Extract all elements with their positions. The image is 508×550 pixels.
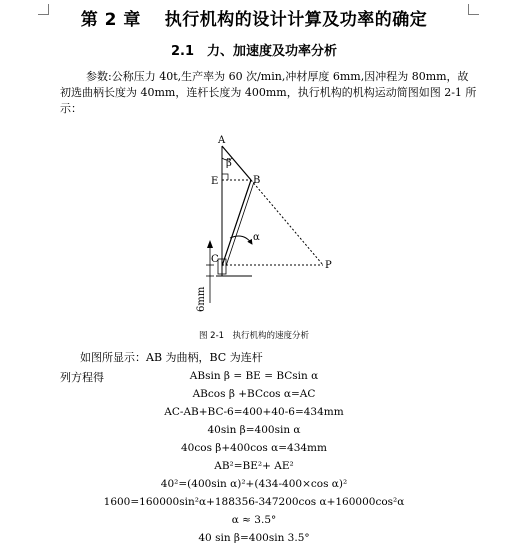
equation-line: α ≈ 3.5° bbox=[231, 514, 277, 526]
figure-caption: 图 2-1 执行机构的速度分析 bbox=[198, 331, 310, 341]
equation-line: ABcos β +BCcos α=AC bbox=[192, 388, 316, 400]
equation-line: AC-AB+BC-6=400+40-6=434mm bbox=[164, 406, 344, 418]
equation-line: 1600=160000sin²α+188356-347200cos α+160000cos²α bbox=[103, 496, 405, 508]
equation-line: AB²=BE²+ AE² bbox=[214, 460, 294, 472]
label-p: P bbox=[325, 260, 332, 271]
label-e: E bbox=[211, 176, 219, 187]
right-angle-mark bbox=[222, 174, 228, 180]
alpha-arc bbox=[230, 236, 252, 244]
equation-line: 40sin β=400sin α bbox=[207, 424, 301, 436]
section-title: 2.1 力、加速度及功率分析 bbox=[170, 44, 338, 59]
list-label: 列方程得 bbox=[60, 371, 104, 384]
chapter-title: 第 2 章 执行机构的设计计算及功率的确定 bbox=[80, 10, 428, 30]
connecting-rod-bc-edge bbox=[226, 182, 254, 266]
mechanism-diagram bbox=[140, 128, 380, 328]
dimension-arrow-icon bbox=[207, 240, 213, 248]
equation-line: 40²=(400sin α)²+(434-400×cos α)² bbox=[160, 478, 348, 490]
label-beta: β bbox=[226, 158, 232, 169]
label-a: A bbox=[218, 135, 226, 146]
connecting-rod-bc bbox=[222, 180, 251, 266]
label-dimension: 6mm bbox=[196, 286, 207, 312]
intro-line: 如图所显示：AB 为曲柄，BC 为连杆 bbox=[80, 351, 263, 364]
equation-line: ABsin β = BE = BCsin α bbox=[189, 370, 319, 382]
label-b: B bbox=[253, 175, 261, 186]
label-alpha: α bbox=[253, 232, 260, 243]
segment-bp bbox=[251, 180, 323, 265]
equation-line: 40cos β+400cos α=434mm bbox=[181, 442, 327, 454]
label-c: C bbox=[211, 254, 219, 265]
equation-line: 40 sin β=400sin 3.5° bbox=[198, 532, 310, 544]
parameter-paragraph: 参数:公称压力 40t,生产率为 60 次/min,冲材厚度 6mm,因冲程为 80mm，故初选曲柄长度为 40mm，连杆长度为 400mm，执行机构的机构运动简图如图 2-1 所示： bbox=[60, 70, 477, 115]
